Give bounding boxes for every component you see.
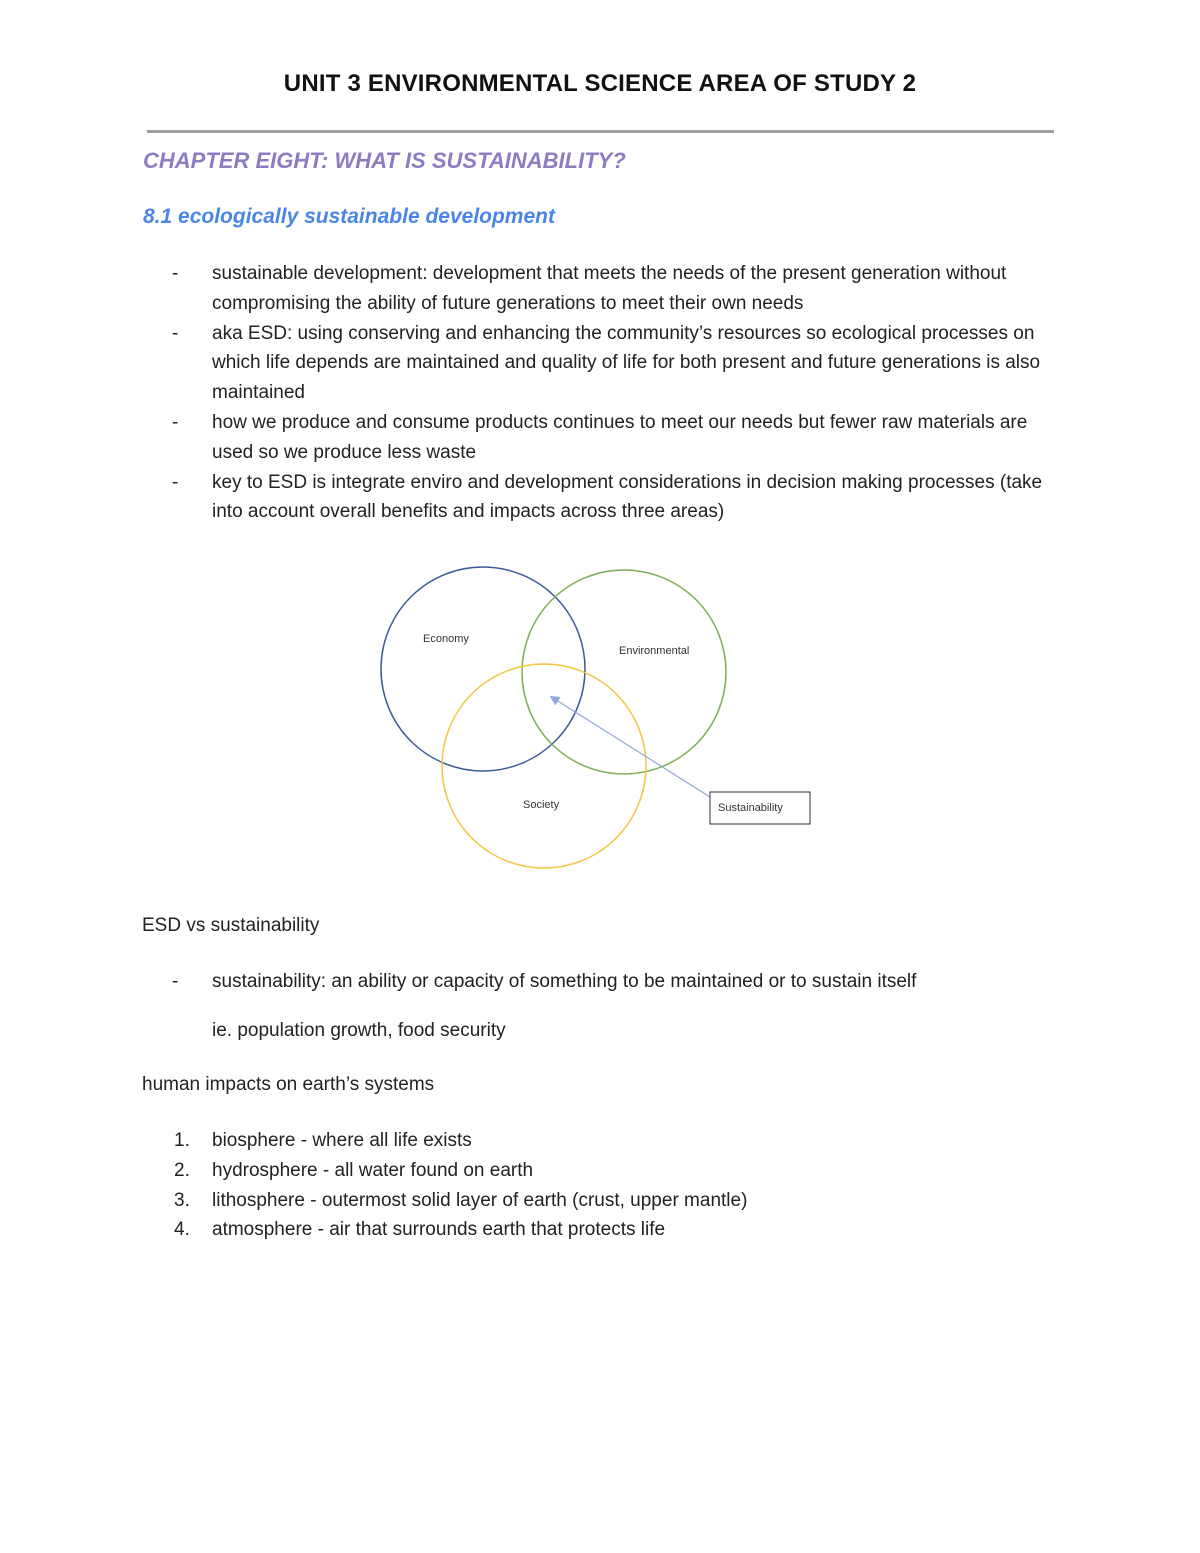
list-number: 4.: [174, 1219, 190, 1241]
list-item-text: atmosphere - air that surrounds earth that protects life: [212, 1219, 666, 1241]
environmental-label: Environmental: [619, 645, 690, 657]
human-impacts-heading: human impacts on earth’s systems: [142, 1074, 435, 1095]
list-number: 3.: [174, 1189, 190, 1211]
earth-systems-list: [168, 1126, 1068, 1245]
list-item-text: aka ESD: using conserving and enhancing the community’s resources so ecological processes on which life depends are maintained and quality of life for both present and future generations is also maintained: [212, 322, 1041, 404]
dash-marker: -: [172, 263, 179, 284]
sustainability-venn-diagram: [370, 565, 820, 880]
sustainability-label: Sustainability: [718, 802, 783, 814]
list-number: 2.: [174, 1159, 190, 1181]
society-label: Society: [523, 799, 560, 811]
list-item-text: how we produce and consume products continues to meet our needs but fewer raw materials are used so we produce less waste: [212, 411, 1028, 463]
chapter-heading: CHAPTER EIGHT: WHAT IS SUSTAINABILITY?: [143, 148, 626, 173]
society-circle: [442, 664, 646, 868]
example-line: ie. population growth, food security: [212, 1020, 506, 1041]
economy-label: Economy: [423, 633, 469, 645]
page-title: UNIT 3 ENVIRONMENTAL SCIENCE AREA OF STUDY 2: [283, 70, 917, 97]
list-item-text: biosphere - where all life exists: [212, 1130, 472, 1151]
list-item: [168, 1156, 1068, 1186]
dash-marker: -: [172, 322, 179, 344]
list-item-text: hydrosphere - all water found on earth: [212, 1159, 534, 1181]
list-item-text: key to ESD is integrate enviro and development considerations in decision making processes (take into account overall benefits and impacts across three areas): [212, 471, 1043, 523]
list-item: [168, 1186, 1068, 1216]
list-item-text: sustainable development: development that meets the needs of the present generation without compromising the ability of future generations to meet their own needs: [212, 263, 1007, 314]
list-item: [168, 408, 1068, 468]
list-item: [168, 1215, 1068, 1245]
list-number: 1.: [174, 1130, 190, 1151]
list-item-text: lithosphere - outermost solid layer of earth (crust, upper mantle): [212, 1189, 748, 1211]
dash-marker: -: [172, 971, 179, 992]
list-item: [168, 967, 1068, 997]
sustainability-definition-list: [168, 967, 1068, 997]
esd-vs-sustainability-heading: ESD vs sustainability: [142, 915, 320, 936]
list-item-text: sustainability: an ability or capacity of something to be maintained or to sustain itself: [212, 971, 917, 992]
esd-definition-list: [168, 259, 1068, 527]
list-item: [168, 259, 1068, 319]
list-item: [168, 1126, 1068, 1156]
list-item: [168, 468, 1068, 528]
section-heading: 8.1 ecologically sustainable development: [143, 205, 555, 228]
dash-marker: -: [172, 471, 179, 493]
list-item: [168, 319, 1068, 408]
title-divider: [147, 130, 1054, 133]
dash-marker: -: [172, 411, 179, 433]
